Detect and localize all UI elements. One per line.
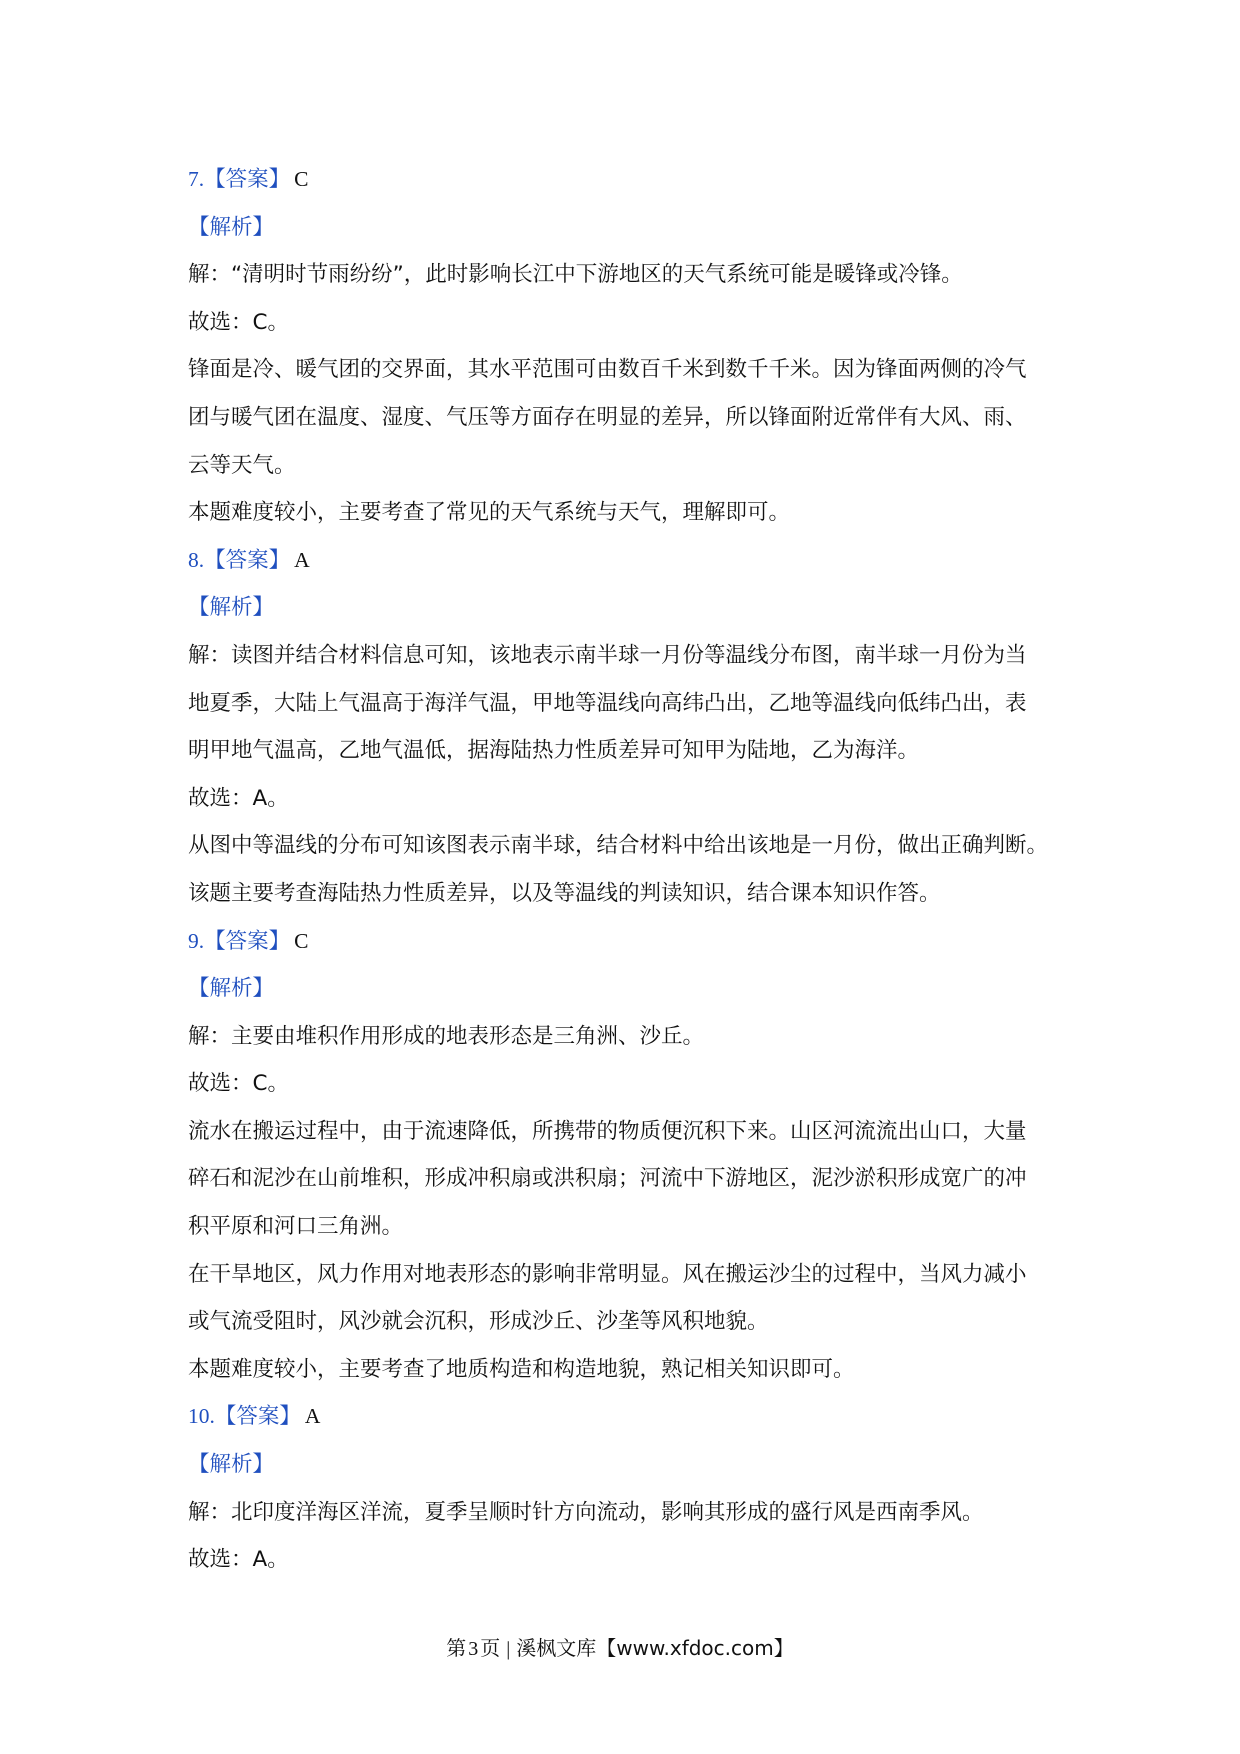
analysis-line: 故选：C。 xyxy=(188,1071,290,1097)
footer-page-number: 3 xyxy=(468,1638,479,1660)
analysis-line: 地夏季，大陆上气温高于海洋气温，甲地等温线向高纬凸出，乙地等温线向低纬凸出，表 xyxy=(188,690,1027,716)
analysis-tag-q7: 【解析】 xyxy=(188,214,275,240)
analysis-tag-q9: 【解析】 xyxy=(188,976,275,1002)
analysis-line: 该题主要考查海陆热力性质差异，以及等温线的判读知识，结合课本知识作答。 xyxy=(188,880,941,906)
analysis-tag-q10: 【解析】 xyxy=(188,1452,275,1478)
analysis-line: 解：主要由堆积作用形成的地表形态是三角洲、沙丘。 xyxy=(188,1023,705,1049)
analysis-line: 碎石和泥沙在山前堆积，形成冲积扇或洪积扇；河流中下游地区，泥沙淤积形成宽广的冲 xyxy=(188,1166,1027,1192)
analysis-tag-q8: 【解析】 xyxy=(188,595,275,621)
analysis-line: 解：“清明时节雨纷纷”，此时影响长江中下游地区的天气系统可能是暖锋或冷锋。 xyxy=(188,262,963,288)
answer-heading-q8 xyxy=(188,537,1068,585)
answer-letter: C xyxy=(294,928,309,953)
footer-page-prefix: 第 xyxy=(446,1638,467,1660)
analysis-line: 明甲地气温高，乙地气温低，据海陆热力性质差异可知甲为陆地，乙为海洋。 xyxy=(188,738,920,764)
analysis-line: 或气流受阻时，风沙就会沉积，形成沙丘、沙垄等风积地貌。 xyxy=(188,1309,769,1335)
analysis-line: 本题难度较小，主要考查了常见的天气系统与天气，理解即可。 xyxy=(188,500,791,526)
analysis-line: 从图中等温线的分布可知该图表示南半球，结合材料中给出该地是一月份，做出正确判断。 xyxy=(188,833,1049,859)
analysis-line: 解：北印度洋海区洋流，夏季呈顺时针方向流动，影响其形成的盛行风是西南季风。 xyxy=(188,1499,984,1525)
footer-page-suffix: 页 xyxy=(480,1638,501,1660)
analysis-line: 团与暖气团在温度、湿度、气压等方面存在明显的差异，所以锋面附近常伴有大风、雨、 xyxy=(188,404,1027,430)
answer-letter: A xyxy=(294,547,310,572)
analysis-line: 流水在搬运过程中，由于流速降低，所携带的物质便沉积下来。山区河流流出山口，大量 xyxy=(188,1118,1027,1144)
answer-content xyxy=(188,156,1068,1584)
question-number: 9. xyxy=(188,928,205,953)
page-footer xyxy=(0,1632,1240,1661)
footer-site-name: 溪枫文库 xyxy=(516,1638,597,1660)
question-number: 7. xyxy=(188,167,205,191)
analysis-line: 锋面是冷、暖气团的交界面，其水平范围可由数百千米到数千千米。因为锋面两侧的冷气 xyxy=(188,357,1027,383)
analysis-line: 解：读图并结合材料信息可知，该地表示南半球一月份等温线分布图，南半球一月份为当 xyxy=(188,642,1027,668)
analysis-line: 积平原和河口三角洲。 xyxy=(188,1214,404,1240)
answer-heading-q9 xyxy=(188,918,1068,966)
answer-heading-q10 xyxy=(188,1393,1068,1441)
footer-separator: | xyxy=(506,1638,511,1660)
answer-tag: 【答案】 xyxy=(204,167,291,192)
answer-tag: 【答案】 xyxy=(204,928,291,954)
answer-letter: A xyxy=(304,1404,321,1429)
question-number: 8. xyxy=(188,547,205,572)
answer-tag: 【答案】 xyxy=(204,547,291,573)
analysis-line: 故选：A。 xyxy=(188,785,289,811)
analysis-line: 故选：A。 xyxy=(188,1547,289,1573)
analysis-line: 故选：C。 xyxy=(188,309,290,335)
answer-heading-q7 xyxy=(188,156,1068,204)
answer-letter: C xyxy=(294,167,309,191)
analysis-line: 云等天气。 xyxy=(188,452,296,478)
footer-site-url: 【www.xfdoc.com】 xyxy=(596,1636,794,1660)
question-number: 10. xyxy=(188,1404,215,1429)
analysis-line: 在干旱地区，风力作用对地表形态的影响非常明显。风在搬运沙尘的过程中，当风力减小 xyxy=(188,1261,1027,1287)
answer-tag: 【答案】 xyxy=(214,1404,301,1430)
analysis-line: 本题难度较小，主要考查了地质构造和构造地貌，熟记相关知识即可。 xyxy=(188,1356,855,1382)
